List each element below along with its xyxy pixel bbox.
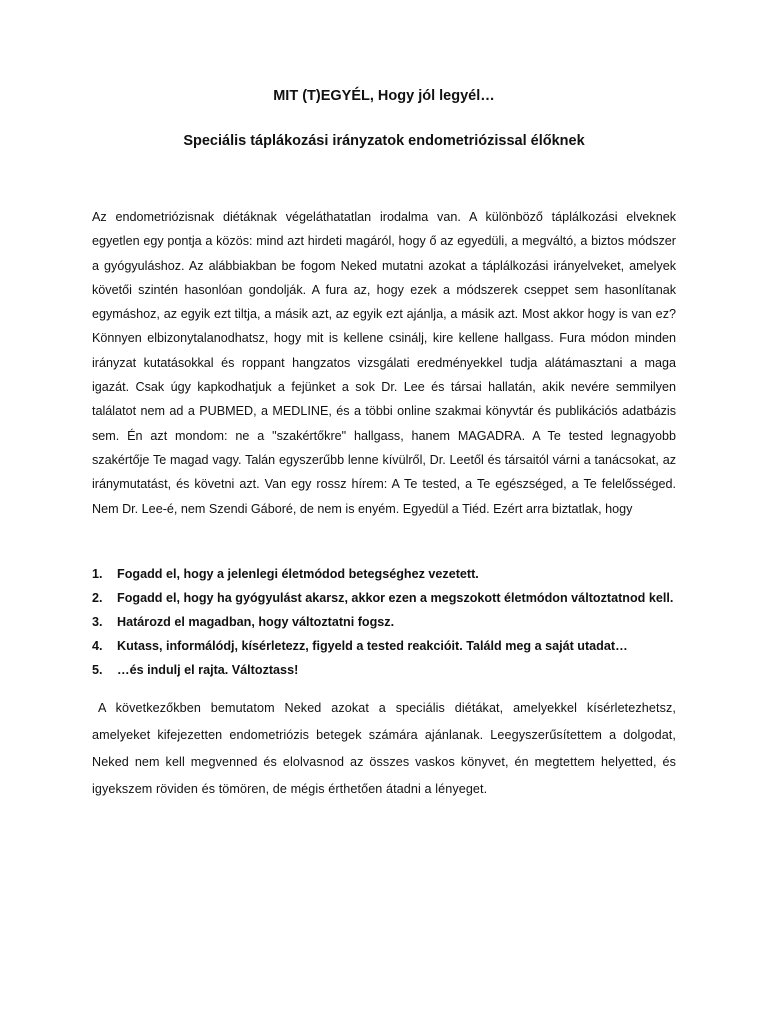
document-title: MIT (T)EGYÉL, Hogy jól legyél…	[273, 88, 495, 104]
intro-paragraph: Az endometriózisnak diétáknak végeláthatatlan irodalma van. A különböző táplálkozási elveknek egyetlen egy pontja a közös: mind azt hirdeti magáról, hogy ő az egyedüli, a megváltó, a biztos módszer a gyógyuláshoz. Az alábbiakban be fogom Neked mutatni azokat a táplálkozási irányelveket, amelyek követői szintén hasonlóan gondolják. A fura az, hogy ezek a módszerek cseppet sem hasonlítanak egymáshoz, az egyik ezt tiltja, a másik azt, az egyik ezt ajánlja, a másik azt. Most akkor hogy is van ez? Könnyen elbizonytalanodhatsz, hogy mit is kellene csinálj, kire kellene hallgass. Fura módon minden irányzat kutatásokkal és roppant hangzatos vizsgálati eredményekkel tudja alátámasztani a maga igazát. Csak úgy kapkodhatjuk a fejünket a sok Dr. Lee és társai hallatán, akik nevére semmilyen találatot nem ad a PUBMED, a MEDLINE, és a többi online szakmai könyvtár és publikációs adatbázis sem. Én azt mondom: ne a "szakértőkre" hallgass, hanem MAGADRA. A Te tested legnagyobb szakértője Te magad vagy. Talán egyszerűbb lenne kívülről, Dr. Leetől és társaitól várni a tanácsokat, az iránymutatást, és követni azt. Van egy rossz hírem: A Te tested, a Te egészséged, a Te felelősséged. Nem Dr. Lee-é, nem Szendi Gáboré, de nem is enyém. Egyedül a Tiéd. Ezért arra biztatlak, hogy	[92, 210, 676, 516]
list-item	[92, 634, 692, 658]
list-text: …és indulj el rajta. Változtass!	[117, 663, 299, 677]
list-text: Fogadd el, hogy ha gyógyulást akarsz, akkor ezen a megszokott életmódon változtatnod kell.	[117, 591, 674, 605]
list-item	[92, 586, 692, 610]
list-text: Határozd el magadban, hogy változtatni fogsz.	[117, 615, 395, 629]
list-number: 1.	[92, 567, 103, 581]
list-text: Fogadd el, hogy a jelenlegi életmódod betegséghez vezetett.	[117, 567, 479, 581]
list-text: Kutass, informálódj, kísérletezz, figyeld a tested reakcióit. Találd meg a saját utadat…	[117, 639, 628, 653]
closing-paragraph	[92, 695, 676, 803]
list-number: 4.	[92, 639, 103, 653]
list-number: 3.	[92, 615, 103, 629]
list-item	[92, 610, 692, 634]
document-subtitle: Speciális táplákozási irányzatok endometriózissal élőknek	[183, 133, 585, 149]
list-number: 5.	[92, 663, 103, 677]
closing-paragraph-text: A következőkben bemutatom Neked azokat a speciális diétákat, amelyekkel kísérletezhetsz, amelyeket kifejezetten endometriózis betegek számára ajánlanak. Leegyszerűsítettem a dolgodat, Neked nem kell megvenned és elolvasnod az összes vaskos könyvet, én megtettem helyetted, és igyekszem röviden és tömören, de mégis érthetően átadni a lényeget.	[92, 701, 676, 796]
advice-list	[92, 562, 692, 682]
list-item	[92, 658, 692, 682]
list-number: 2.	[92, 591, 103, 605]
list-item	[92, 562, 692, 586]
